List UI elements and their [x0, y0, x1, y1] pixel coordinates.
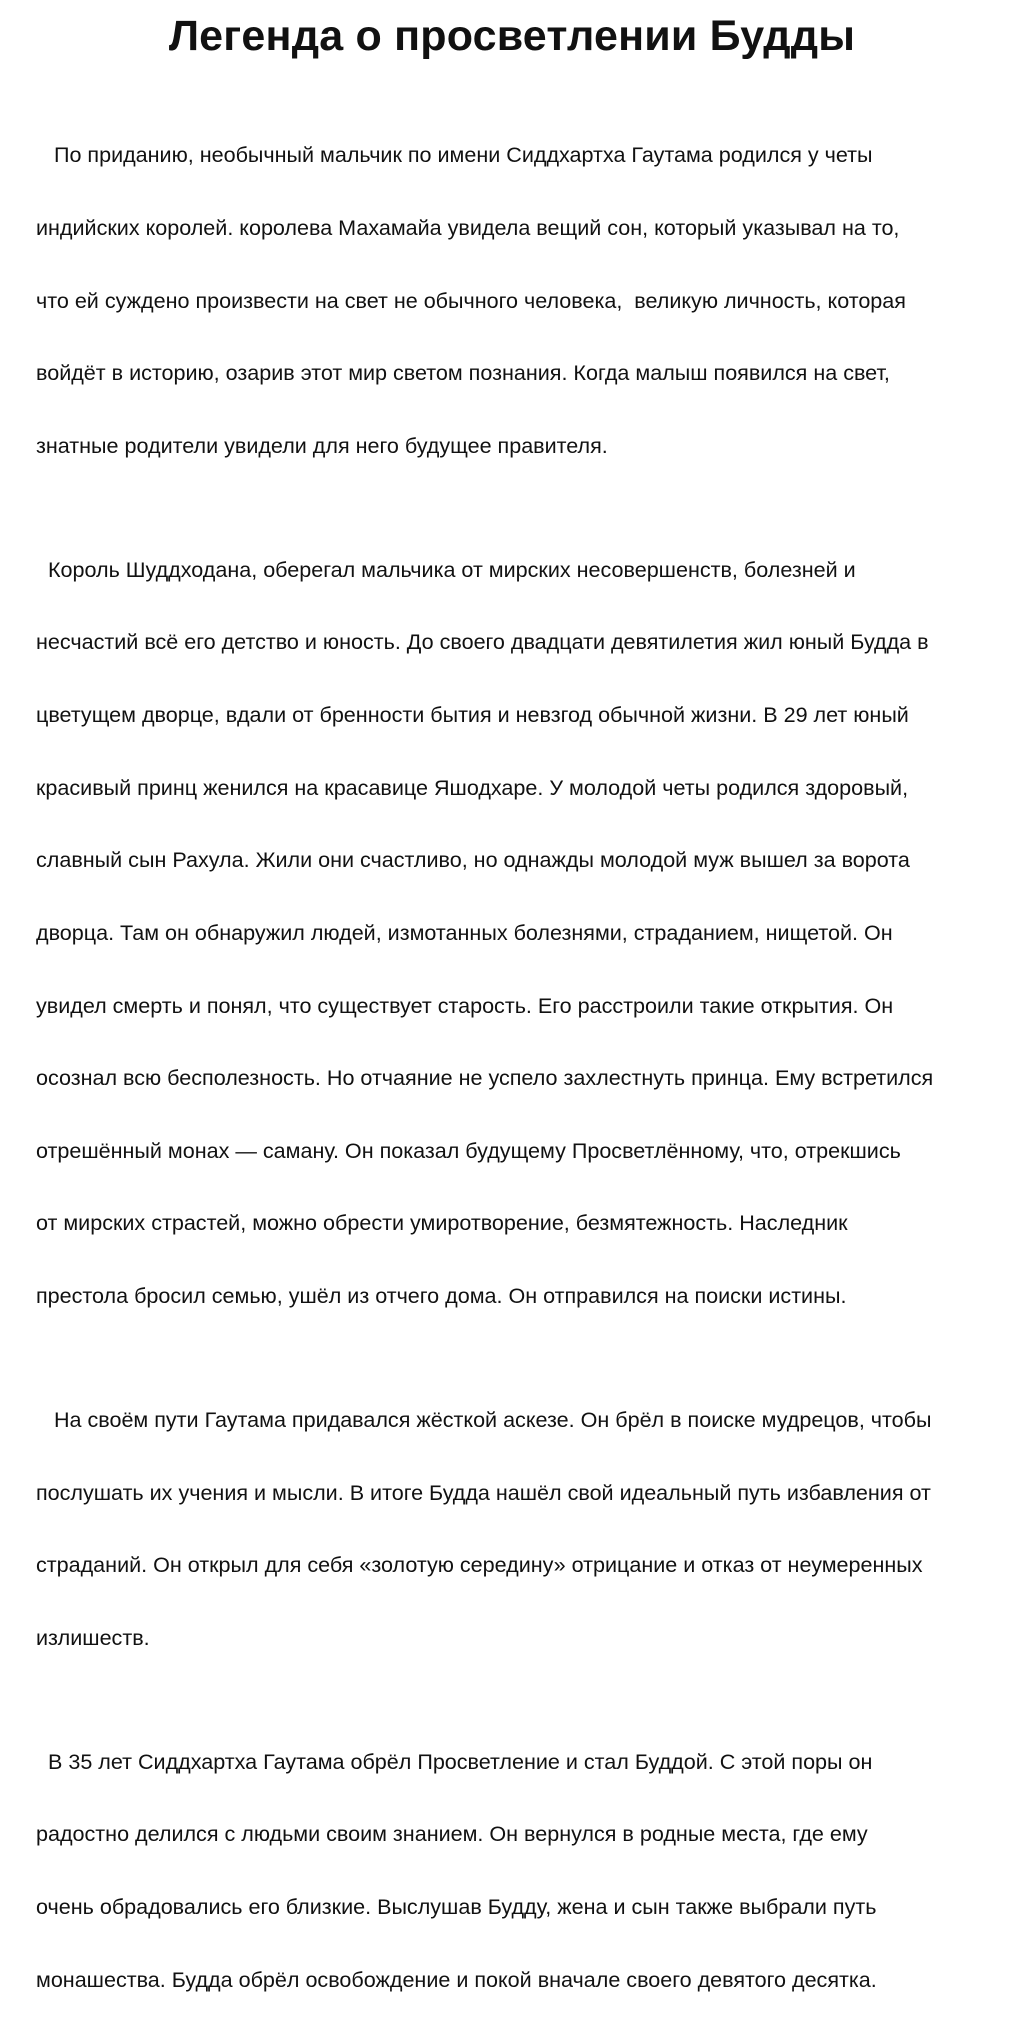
paragraph-line: Король Шуддходана, оберегал мальчика от мирских несовершенств, болезней и	[36, 556, 856, 582]
paragraph-line: осознал всю бесполезность. Но отчаяние не успело захлестнуть принца. Ему встретился	[36, 1065, 934, 1091]
slide-body	[36, 95, 1024, 2043]
paragraph-3	[36, 1360, 1024, 1699]
paragraph-line: очень обрадовались его близкие. Выслушав Будду, жена и сын также выбрали путь	[36, 1894, 877, 1920]
paragraph-2	[36, 509, 1024, 1356]
paragraph-line: цветущем дворце, вдали от бренности бытия и невзгод обычной жизни. В 29 лет юный	[36, 702, 909, 728]
paragraph-line: увидел смерть и понял, что существует старость. Его расстроили такие открытия. Он	[36, 992, 894, 1018]
paragraph-line: войдёт в историю, озарив этот мир светом познания. Когда малыш появился на свет,	[36, 360, 890, 386]
paragraph-line: послушать их учения и мысли. В итоге Будда нашёл свой идеальный путь избавления от	[36, 1479, 931, 1505]
paragraph-line: отрешённый монах — саману. Он показал будущему Просветлённому, что, отрекшись	[36, 1137, 901, 1163]
paragraph-line: от мирских страстей, можно обрести умиротворение, безмятежность. Наследник	[36, 1210, 848, 1236]
paragraph-line: знатные родители увидели для него будущее правителя.	[36, 432, 608, 458]
paragraph-4	[36, 1701, 1024, 2040]
paragraph-line: монашества. Будда обрёл освобождение и покой вначале своего девятого десятка.	[36, 1966, 877, 1992]
paragraph-line: излишеств.	[36, 1624, 150, 1650]
paragraph-line: несчастий всё его детство и юность. До своего двадцати девятилетия жил юный Будда в	[36, 629, 929, 655]
paragraph-line: По приданию, необычный мальчик по имени Сиддхартха Гаутама родился у четы	[36, 142, 873, 168]
paragraph-line: индийских королей. королева Махамайа увидела вещий сон, который указывал на то,	[36, 215, 900, 241]
paragraph-line: дворца. Там он обнаружил людей, измотанных болезнями, страданием, нищетой. Он	[36, 919, 893, 945]
paragraph-line: престола бросил семью, ушёл из отчего дома. Он отправился на поиски истины.	[36, 1282, 847, 1308]
paragraph-line: На своём пути Гаутама придавался жёсткой аскезе. Он брёл в поиске мудрецов, чтобы	[36, 1406, 932, 1432]
paragraph-line: красивый принц женился на красавице Яшодхаре. У молодой четы родился здоровый,	[36, 774, 909, 800]
paragraph-line: В 35 лет Сиддхартха Гаутама обрёл Просветление и стал Буддой. С этой поры он	[36, 1748, 873, 1774]
paragraph-line: что ей суждено произвести на свет не обычного человека, великую личность, которая	[36, 287, 906, 313]
paragraph-1	[36, 95, 1024, 506]
slide-title: Легенда о просветлении Будды	[168, 12, 856, 60]
paragraph-line: радостно делился с людьми своим знанием. Он вернулся в родные места, где ему	[36, 1821, 868, 1847]
paragraph-line: страданий. Он открыл для себя «золотую середину» отрицание и отказ от неумеренных	[36, 1552, 923, 1578]
paragraph-line: славный сын Рахула. Жили они счастливо, но однажды молодой муж вышел за ворота	[36, 847, 910, 873]
